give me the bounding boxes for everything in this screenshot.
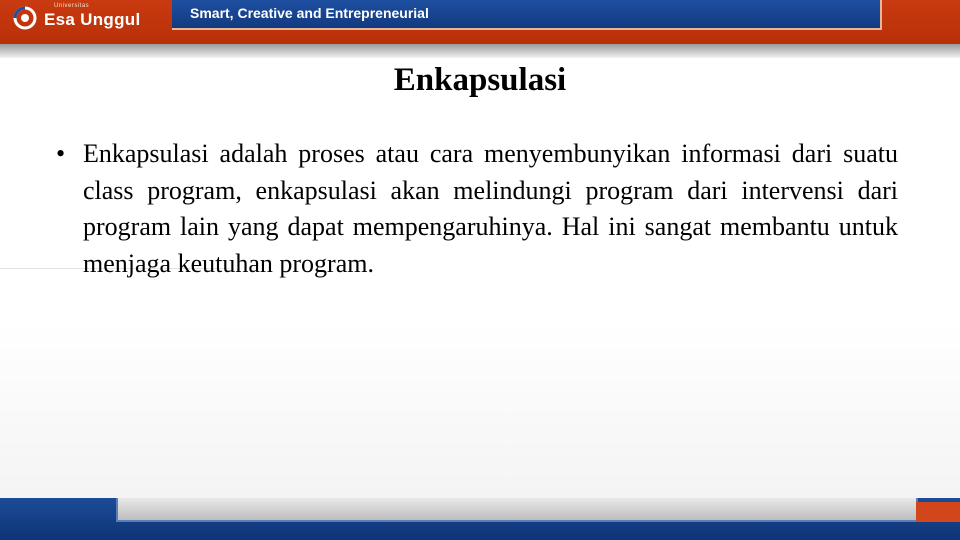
bullet-text: Enkapsulasi adalah proses atau cara menyembunyikan informasi dari suatu class program, enkapsulasi akan melindungi program dari intervensi dari program lain yang dapat mempengaruhinya. Hal ini sangat membantu untuk menjaga keutuhan program. [83, 139, 898, 278]
logo-name: Esa Unggul [44, 10, 141, 29]
bullet-point: • [56, 139, 66, 168]
slide-title: Enkapsulasi [393, 62, 567, 98]
header-banner [0, 0, 960, 44]
logo-ring-icon [12, 5, 38, 31]
slide-content [52, 136, 898, 282]
tagline: Smart, Creative and Entrepreneurial [190, 5, 429, 21]
footer-panel [116, 498, 918, 522]
footer-accent [916, 502, 960, 522]
footer-bar [0, 498, 960, 540]
logo-subtitle: Universitas [54, 3, 90, 9]
header-shadow [0, 44, 960, 58]
university-logo [12, 3, 141, 33]
